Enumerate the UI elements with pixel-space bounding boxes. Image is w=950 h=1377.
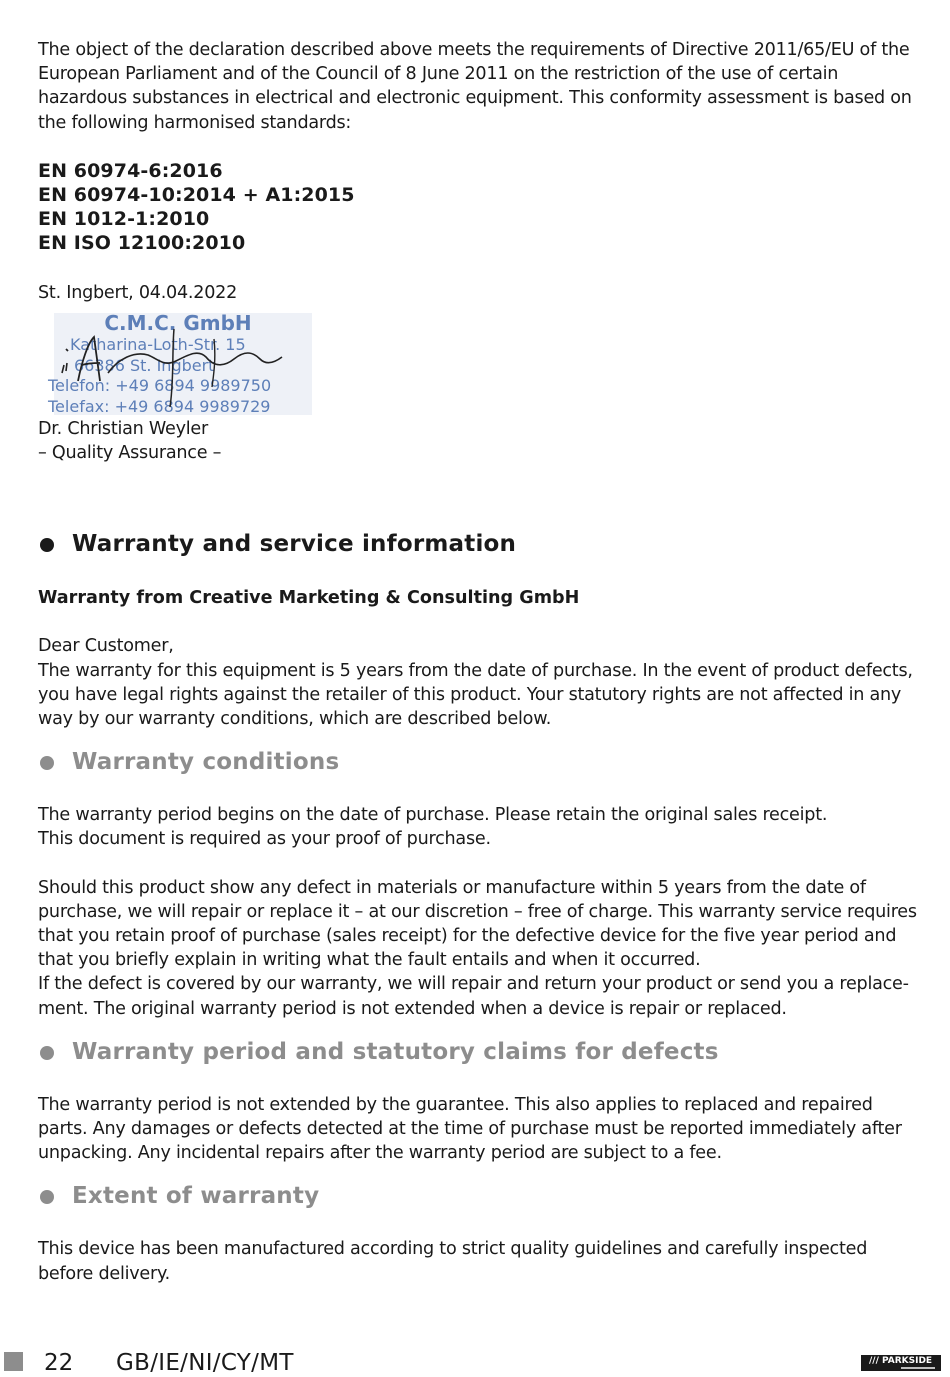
stamp-city: 66386 St. Ingbert [74,355,215,375]
page-content [38,38,918,1286]
logo-stripe [901,1367,935,1369]
company-stamp [38,311,318,417]
warranty-intro: The warranty for this equipment is 5 years from the date of purchase. In the event of product defects, you have legal rights against the retailer of this product. Your statutory rights are not affected in any way by our warranty conditions, which are described below. [38,660,913,730]
warranty-heading [38,529,918,559]
standards-list [38,159,918,255]
stamp-fax: Telefax: +49 6894 9989729 [48,396,271,416]
standard-item: EN 60974-10:2014 + A1:2015 [38,183,355,206]
footer-marker [4,1352,23,1371]
period-text: The warranty period is not extended by the guarantee. This also applies to replaced and repaired parts. Any damages or defects detected at the time of purchase must be reported immediately after unpacking. Any incidental repairs after the warranty period are subject to a fee. [38,1094,902,1164]
extent-text: This device has been manufactured according to strict quality guidelines and carefully inspected before delivery. [38,1239,868,1284]
standard-item: EN 1012-1:2010 [38,207,210,230]
extent-heading-text: Extent of warranty [72,1183,320,1210]
greeting: Dear Customer, [38,636,174,657]
country-codes: GB/IE/NI/CY/MT [116,1350,294,1376]
standard-item: EN ISO 12100:2010 [38,231,246,254]
standard-item: EN 60974-6:2016 [38,159,223,182]
page-number: 22 [44,1350,74,1376]
conditions-heading [38,747,918,777]
stamp-street: Katharina-Loth-Str. 15 [70,335,246,355]
period-heading-text: Warranty period and statutory claims for defects [72,1038,719,1065]
extent-heading [38,1181,918,1211]
place-date: St. Ingbert, 04.04.2022 [38,282,238,303]
brand-logo-text: /// PARKSIDE [869,1356,933,1366]
warranty-heading-text: Warranty and service information [72,531,517,558]
conditions-line-2: This document is required as your proof of purchase. [38,829,491,850]
handwritten-signature [38,311,318,417]
stamp-phone: Telefon: +49 6894 9989750 [48,376,272,396]
conditions-heading-text: Warranty conditions [72,749,340,776]
declaration-intro: The object of the declaration described above meets the requirements of Directive 2011/65/EU of the European Parliament and of the Council of 8 June 2011 on the restriction of the use of certain hazardous substances in electrical and electronic equipment. This conformity assessment is based on the following harmonised standards: [38,40,912,133]
conditions-line-1: The warranty period begins on the date of purchase. Please retain the original sales receipt. [38,805,828,826]
conditions-paragraph-2: Should this product show any defect in materials or manufacture within 5 years from the date of purchase, we will repair or replace it – at our discretion – free of charge. This warranty service requires that you retain proof of purchase (sales receipt) for the defective device for the five year period and that you briefly explain in writing what the fault entails and when it occurred. [38,877,917,971]
bullet-icon [40,1190,54,1204]
bullet-icon [40,756,54,770]
period-heading [38,1037,918,1067]
warranty-subheading: Warranty from Creative Marketing & Consulting GmbH [38,588,580,609]
signer-role: – Quality Assurance – [38,443,222,464]
bullet-icon [40,1046,54,1060]
signer-name: Dr. Christian Weyler [38,419,208,440]
stamp-company: C.M.C. GmbH [104,311,252,336]
conditions-paragraph-3: If the defect is covered by our warranty, we will repair and return your product or send you a replace-ment. The original warranty period is not extended when a device is repair or replaced. [38,974,909,1019]
bullet-icon [40,538,54,552]
brand-logo [861,1355,941,1371]
